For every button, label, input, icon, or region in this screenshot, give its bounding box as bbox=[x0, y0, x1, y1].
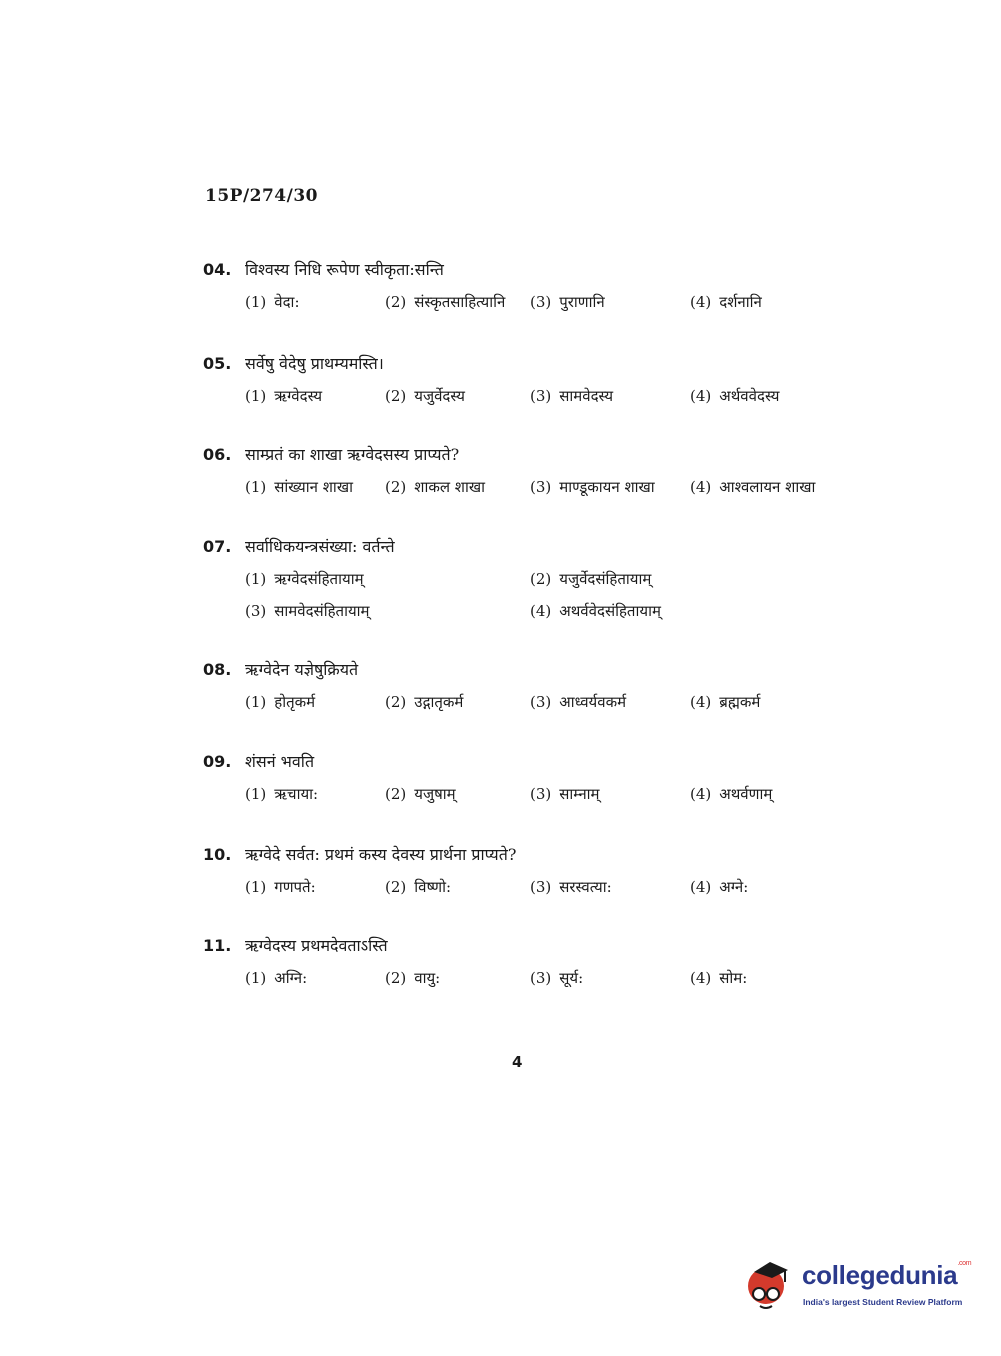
question-text: विश्वस्य निधि रूपेण स्वीकृता:सन्ति bbox=[245, 260, 444, 279]
option-number: (4) bbox=[690, 693, 712, 711]
answer-option bbox=[690, 292, 762, 312]
answer-option bbox=[530, 784, 600, 804]
question-text: ऋग्वेदेन यज्ञेषुक्रियते bbox=[245, 660, 359, 679]
question-block bbox=[203, 258, 903, 311]
option-text: संस्कृतसाहित्यानि bbox=[414, 293, 506, 311]
answer-option bbox=[690, 386, 779, 406]
option-number: (3) bbox=[530, 878, 552, 896]
question-text: साम्प्रतं का शाखा ऋग्वेदसस्य प्राप्यते? bbox=[245, 445, 460, 464]
answer-option bbox=[385, 784, 456, 804]
question-block bbox=[203, 352, 903, 405]
question-block bbox=[203, 750, 903, 803]
option-number: (2) bbox=[385, 293, 407, 311]
option-text: अग्ने: bbox=[719, 878, 749, 896]
option-text: अर्थववेदस्य bbox=[719, 387, 780, 405]
question-row bbox=[203, 443, 903, 471]
answer-option bbox=[385, 692, 463, 712]
answer-option bbox=[245, 601, 370, 621]
answer-option bbox=[385, 968, 440, 988]
answer-option bbox=[530, 601, 661, 621]
question-number: 08. bbox=[203, 660, 232, 679]
answer-option bbox=[245, 569, 364, 589]
option-number: (1) bbox=[245, 570, 267, 588]
option-number: (3) bbox=[530, 693, 552, 711]
option-number: (2) bbox=[385, 878, 407, 896]
answer-option bbox=[245, 968, 307, 988]
answer-option bbox=[385, 477, 485, 497]
logo-wordmark: collegedunia$^{.com}$ bbox=[802, 1260, 972, 1290]
question-row bbox=[203, 258, 903, 286]
answer-option bbox=[530, 477, 655, 497]
answer-option bbox=[530, 386, 613, 406]
option-number: (2) bbox=[385, 785, 407, 803]
answer-option bbox=[530, 692, 626, 712]
answer-option bbox=[690, 477, 815, 497]
answer-option bbox=[245, 477, 353, 497]
question-text: सर्वाधिकयन्त्रसंख्या: वर्तन्ते bbox=[245, 537, 395, 556]
option-text: ऋचाया: bbox=[274, 785, 319, 803]
question-row bbox=[203, 934, 903, 962]
question-text: ऋग्वेदे सर्वत: प्रथमं कस्य देवस्य प्रार्थना प्राप्यते? bbox=[245, 845, 517, 864]
question-number: 11. bbox=[203, 936, 232, 955]
option-number: (3) bbox=[530, 387, 552, 405]
option-number: (4) bbox=[690, 293, 712, 311]
answer-option bbox=[530, 292, 605, 312]
answer-option bbox=[245, 386, 322, 406]
option-text: अग्नि: bbox=[274, 969, 308, 987]
option-number: (1) bbox=[245, 693, 267, 711]
option-text: सोम: bbox=[719, 969, 748, 987]
option-number: (2) bbox=[385, 478, 407, 496]
question-number: 06. bbox=[203, 445, 232, 464]
answer-option bbox=[530, 968, 583, 988]
answer-option bbox=[690, 968, 747, 988]
question-number: 07. bbox=[203, 537, 232, 556]
answer-option bbox=[690, 784, 772, 804]
option-text: वेदा: bbox=[274, 293, 300, 311]
answer-option bbox=[245, 692, 315, 712]
question-block bbox=[203, 658, 903, 711]
paper-code: 15P/274/30 bbox=[205, 186, 319, 206]
option-number: (3) bbox=[530, 785, 552, 803]
answer-option bbox=[690, 877, 748, 897]
option-text: माण्डूकायन शाखा bbox=[559, 478, 655, 496]
option-text: उद्गातृकर्म bbox=[414, 693, 464, 711]
option-number: (3) bbox=[530, 969, 552, 987]
answer-option bbox=[385, 877, 451, 897]
option-number: (3) bbox=[530, 293, 552, 311]
option-number: (1) bbox=[245, 387, 267, 405]
option-number: (4) bbox=[690, 387, 712, 405]
collegedunia-logo[interactable] bbox=[740, 1250, 980, 1320]
option-number: (1) bbox=[245, 293, 267, 311]
answer-option bbox=[245, 877, 316, 897]
option-text: ऋग्वेदस्य bbox=[274, 387, 323, 405]
option-number: (2) bbox=[385, 693, 407, 711]
option-text: दर्शनानि bbox=[719, 293, 762, 311]
option-text: ऋग्वेदसंहितायाम् bbox=[274, 570, 364, 588]
option-text: गणपते: bbox=[274, 878, 316, 896]
option-text: अथर्ववेदसंहितायाम् bbox=[559, 602, 661, 620]
question-number: 04. bbox=[203, 260, 232, 279]
option-number: (1) bbox=[245, 878, 267, 896]
option-number: (3) bbox=[245, 602, 267, 620]
mascot-icon bbox=[740, 1250, 802, 1316]
option-text: विष्णो: bbox=[414, 878, 452, 896]
question-row bbox=[203, 658, 903, 686]
option-number: (1) bbox=[245, 969, 267, 987]
option-number: (1) bbox=[245, 785, 267, 803]
option-text: पुराणानि bbox=[559, 293, 605, 311]
option-text: आश्वलायन शाखा bbox=[719, 478, 816, 496]
question-row bbox=[203, 843, 903, 871]
answer-option bbox=[245, 784, 318, 804]
question-row bbox=[203, 750, 903, 778]
answer-option bbox=[245, 292, 300, 312]
option-text: यजुर्वेदस्य bbox=[414, 387, 465, 405]
question-number: 05. bbox=[203, 354, 232, 373]
question-row bbox=[203, 535, 903, 563]
option-text: यजुषाम् bbox=[414, 785, 456, 803]
answer-option bbox=[385, 292, 505, 312]
question-text: ऋग्वेदस्य प्रथमदेवताऽस्ति bbox=[245, 936, 388, 955]
option-number: (2) bbox=[385, 387, 407, 405]
option-text: यजुर्वेदसंहितायाम् bbox=[559, 570, 652, 588]
question-text: सर्वेषु वेदेषु प्राथम्यमस्ति। bbox=[245, 354, 384, 373]
answer-option bbox=[530, 569, 651, 589]
option-text: सरस्वत्या: bbox=[559, 878, 612, 896]
question-block bbox=[203, 535, 903, 620]
option-text: सांख्यान शाखा bbox=[274, 478, 353, 496]
answer-option bbox=[385, 386, 465, 406]
option-text: वायु: bbox=[414, 969, 441, 987]
option-number: (4) bbox=[690, 878, 712, 896]
question-block bbox=[203, 443, 903, 496]
option-text: आध्वर्यवकर्म bbox=[559, 693, 627, 711]
option-text: सूर्य: bbox=[559, 969, 584, 987]
logo-tagline: India's largest Student Review Platform bbox=[803, 1297, 963, 1307]
option-text: सामवेदस्य bbox=[559, 387, 614, 405]
option-text: अथर्वणाम् bbox=[719, 785, 773, 803]
option-text: ब्रह्मकर्म bbox=[719, 693, 761, 711]
option-number: (1) bbox=[245, 478, 267, 496]
question-text: शंसनं भवति bbox=[245, 752, 315, 771]
option-number: (2) bbox=[385, 969, 407, 987]
option-text: सामवेदसंहितायाम् bbox=[274, 602, 370, 620]
option-number: (4) bbox=[530, 602, 552, 620]
option-text: साम्नाम् bbox=[559, 785, 600, 803]
option-number: (2) bbox=[530, 570, 552, 588]
question-row bbox=[203, 352, 903, 380]
option-text: होतृकर्म bbox=[274, 693, 316, 711]
question-number: 10. bbox=[203, 845, 232, 864]
option-number: (4) bbox=[690, 478, 712, 496]
option-number: (4) bbox=[690, 785, 712, 803]
answer-option bbox=[530, 877, 612, 897]
option-number: (4) bbox=[690, 969, 712, 987]
option-number: (3) bbox=[530, 478, 552, 496]
question-block bbox=[203, 934, 903, 987]
question-block bbox=[203, 843, 903, 896]
option-text: शाकल शाखा bbox=[414, 478, 486, 496]
answer-option bbox=[690, 692, 760, 712]
question-number: 09. bbox=[203, 752, 232, 771]
page-number: 4 bbox=[512, 1053, 523, 1071]
